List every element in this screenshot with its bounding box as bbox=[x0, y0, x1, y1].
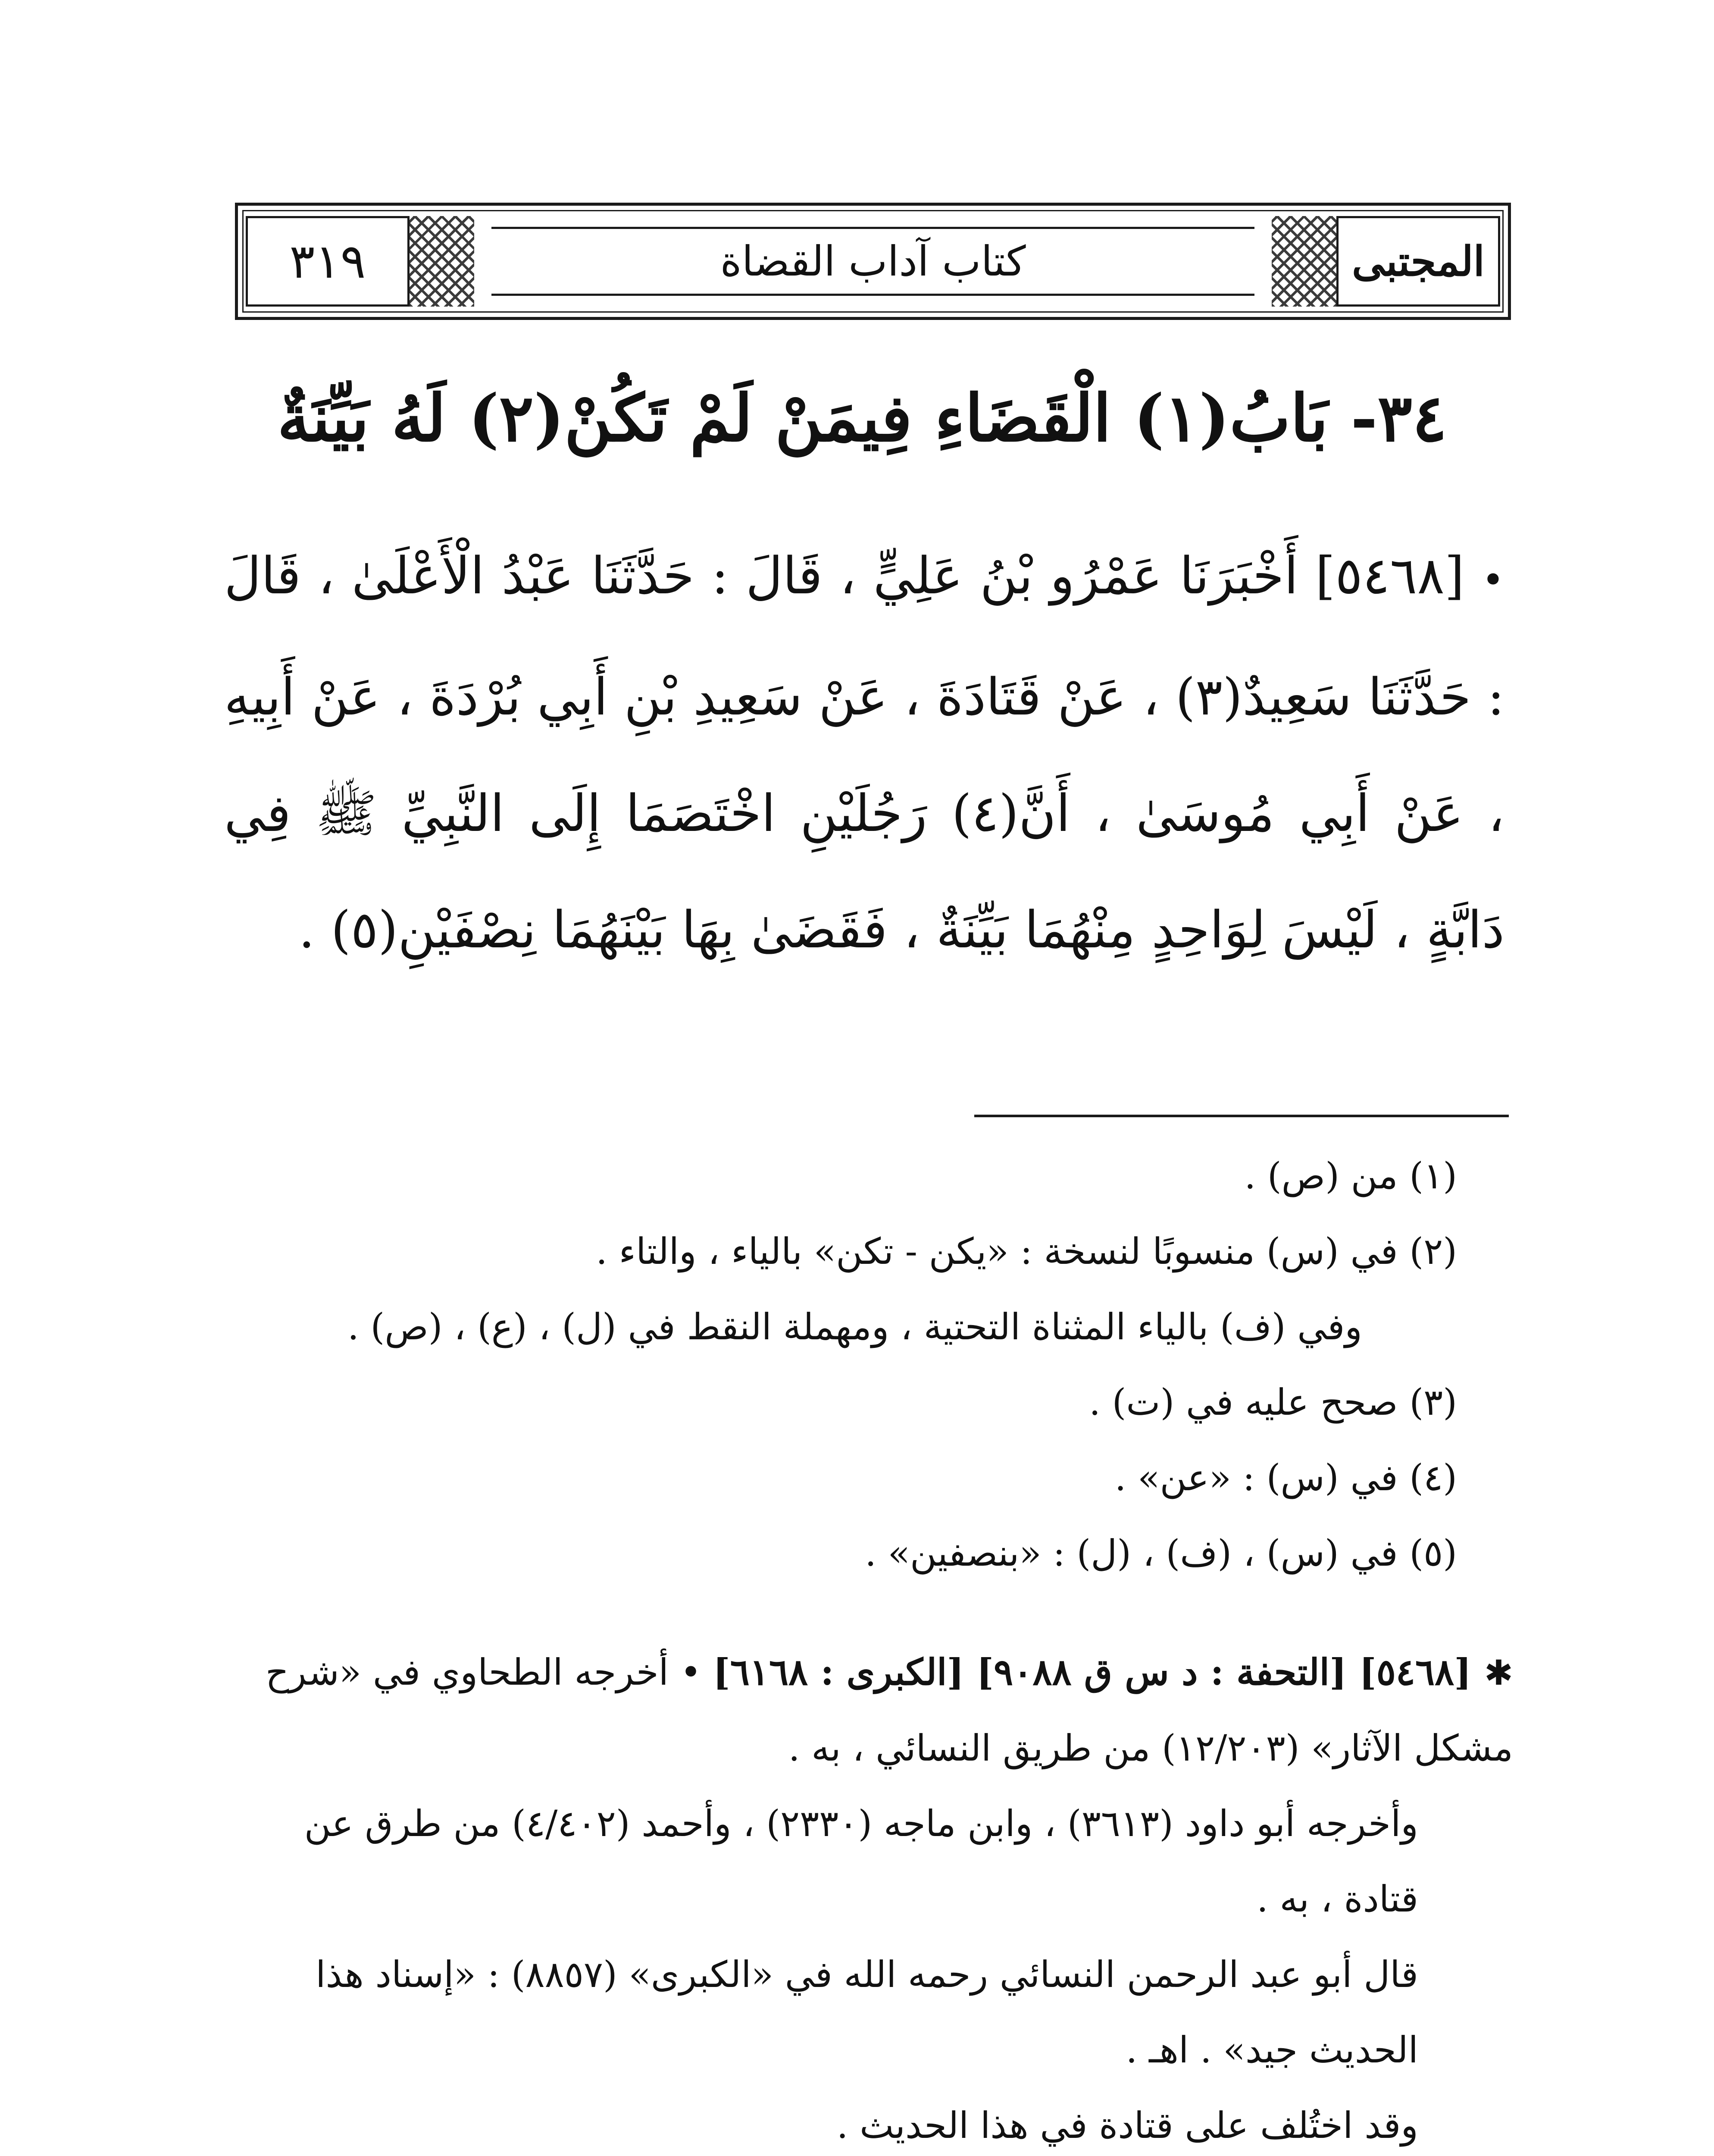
takhrij-line-1: • أخرجه الطحاوي في «شرح مشكل الآثار» (١٢/٢٠٣) من طريق النسائي ، به . bbox=[265, 1651, 1513, 1769]
footnotes bbox=[224, 1138, 1492, 1591]
header-title-frame bbox=[491, 227, 1254, 296]
takhrij-section bbox=[224, 1634, 1513, 2156]
footnote-4: (٤) في (س) : «عن» . bbox=[1114, 1457, 1457, 1499]
takhrij-reference: [٥٤٦٨] [التحفة : د س ق ٩٠٨٨] [الكبرى : ٦١٦٨] bbox=[713, 1651, 1471, 1693]
takhrij-line-2: وأخرجه أبو داود (٣٦١٣) ، وابن ماجه (٢٣٣٠) ، وأحمد (٤/٤٠٢) من طرق عن قتادة ، به . bbox=[304, 1802, 1418, 1920]
ornament-left bbox=[410, 216, 474, 307]
book-logo: المجتبى bbox=[1336, 216, 1500, 307]
chapter-title: ٣٤- بَابُ(١) الْقَضَاءِ فِيمَنْ لَمْ تَكُنْ(٢) لَهُ بَيِّنَةٌ bbox=[277, 380, 1447, 456]
page-header bbox=[235, 203, 1511, 320]
asterisk-icon: ✱ bbox=[1484, 1653, 1513, 1693]
takhrij-line-3: قال أبو عبد الرحمن النسائي رحمه الله في «الكبرى» (٨٨٥٧) : «إسناد هذا الحديث جيد» . اهـ . bbox=[316, 1953, 1418, 2071]
footnote-3: (٣) صحح عليه في (ت) . bbox=[1089, 1381, 1457, 1423]
footnote-1: (١) من (ص) . bbox=[1244, 1155, 1457, 1197]
takhrij-line-4: وقد اختُلف على قتادة في هذا الحديث . bbox=[836, 2104, 1418, 2147]
takhrij-first-line bbox=[224, 1634, 1513, 1786]
hadith-body: [٥٤٦٨] أَخْبَرَنَا عَمْرُو بْنُ عَلِيٍّ ، قَالَ : حَدَّثَنَا عَبْدُ الْأَعْلَىٰ ، قَالَ : حَدَّثَنَا سَعِيدٌ(٣) ، عَنْ قَتَادَةَ ، عَنْ سَعِيدِ بْنِ أَبِي بُرْدَةَ ، عَنْ أَبِيهِ ، عَنْ أَبِي مُوسَىٰ ، أَنَّ(٤) رَجُلَيْنِ اخْتَصَمَا إِلَى النَّبِيِّ ﷺ فِي دَابَّةٍ ، لَيْسَ لِوَاحِدٍ مِنْهُمَا بَيِّنَةٌ ، فَقَضَىٰ بِهَا بَيْنَهُمَا نِصْفَيْنِ(٥) . bbox=[224, 546, 1505, 959]
book-section-title: كتاب آداب القضاة bbox=[720, 237, 1026, 285]
page-number: ٣١٩ bbox=[246, 216, 410, 307]
footnote-5: (٥) في (س) ، (ف) ، (ل) : «بنصفين» . bbox=[865, 1532, 1457, 1574]
ornament-right bbox=[1272, 216, 1336, 307]
hadith-text bbox=[224, 517, 1504, 988]
bullet-icon: • bbox=[1481, 558, 1504, 603]
footnote-2: (٢) في (س) منسوبًا لنسخة : «يكن - تكن» بالياء ، والتاء . bbox=[596, 1230, 1457, 1272]
footnote-separator bbox=[974, 1115, 1509, 1117]
footnote-2-continued: وفي (ف) بالياء المثناة التحتية ، ومهملة النقط في (ل) ، (ع) ، (ص) . bbox=[347, 1306, 1362, 1348]
